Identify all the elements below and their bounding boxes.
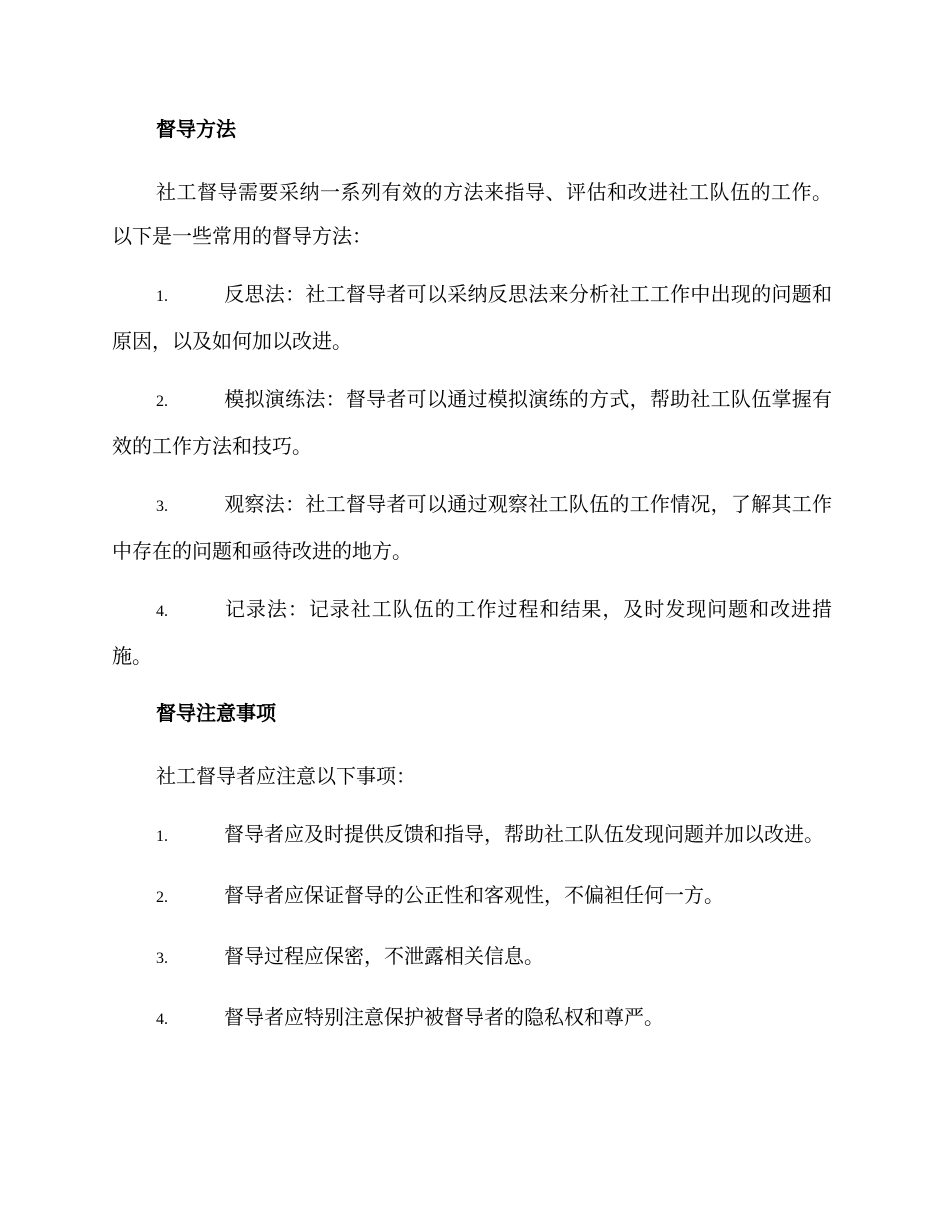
- section-heading-methods: 督导方法: [156, 117, 236, 141]
- document-content: [112, 112, 832, 1056]
- list-item-number: 3.: [156, 498, 168, 515]
- list-item: [112, 873, 832, 920]
- list-item: [112, 812, 832, 859]
- list-item-text: 督导者应保证督导的公正性和客观性，不偏袒任何一方。: [224, 883, 724, 907]
- list-item: [112, 587, 832, 678]
- list-item-text: 模拟演练法：督导者可以通过模拟演练的方式，帮助社工队伍掌握有效的工作方法和技巧。: [112, 387, 832, 458]
- list-item-number: 3.: [156, 950, 168, 967]
- list-item-number: 4.: [156, 603, 168, 620]
- list-item-number: 1.: [156, 288, 168, 305]
- list-item-text: 督导者应及时提供反馈和指导，帮助社工队伍发现问题并加以改进。: [224, 822, 824, 846]
- list-item: [112, 934, 832, 981]
- list-item-text: 记录法：记录社工队伍的工作过程和结果，及时发现问题和改进措施。: [112, 597, 832, 668]
- list-item-number: 1.: [156, 828, 168, 845]
- list-item: [112, 377, 832, 468]
- section-intro-methods: 社工督导需要采纳一系列有效的方法来指导、评估和改进社工队伍的工作。以下是一些常用的督导方法：: [112, 180, 832, 248]
- section-intro-notes: 社工督导者应注意以下事项：: [156, 764, 416, 788]
- list-item-text: 观察法：社工督导者可以通过观察社工队伍的工作情况，了解其工作中存在的问题和亟待改进的地方。: [112, 492, 832, 563]
- list-item-text: 督导过程应保密，不泄露相关信息。: [224, 944, 544, 968]
- list-item-number: 2.: [156, 393, 168, 410]
- list-item: [112, 272, 832, 363]
- list-item-text: 反思法：社工督导者可以采纳反思法来分析社工工作中出现的问题和原因，以及如何加以改进。: [112, 282, 832, 353]
- section-heading-notes: 督导注意事项: [156, 701, 276, 725]
- list-item-number: 4.: [156, 1011, 168, 1028]
- list-item-text: 督导者应特别注意保护被督导者的隐私权和尊严。: [224, 1005, 664, 1029]
- list-item-number: 2.: [156, 889, 168, 906]
- list-item: [112, 482, 832, 573]
- list-item: [112, 995, 832, 1042]
